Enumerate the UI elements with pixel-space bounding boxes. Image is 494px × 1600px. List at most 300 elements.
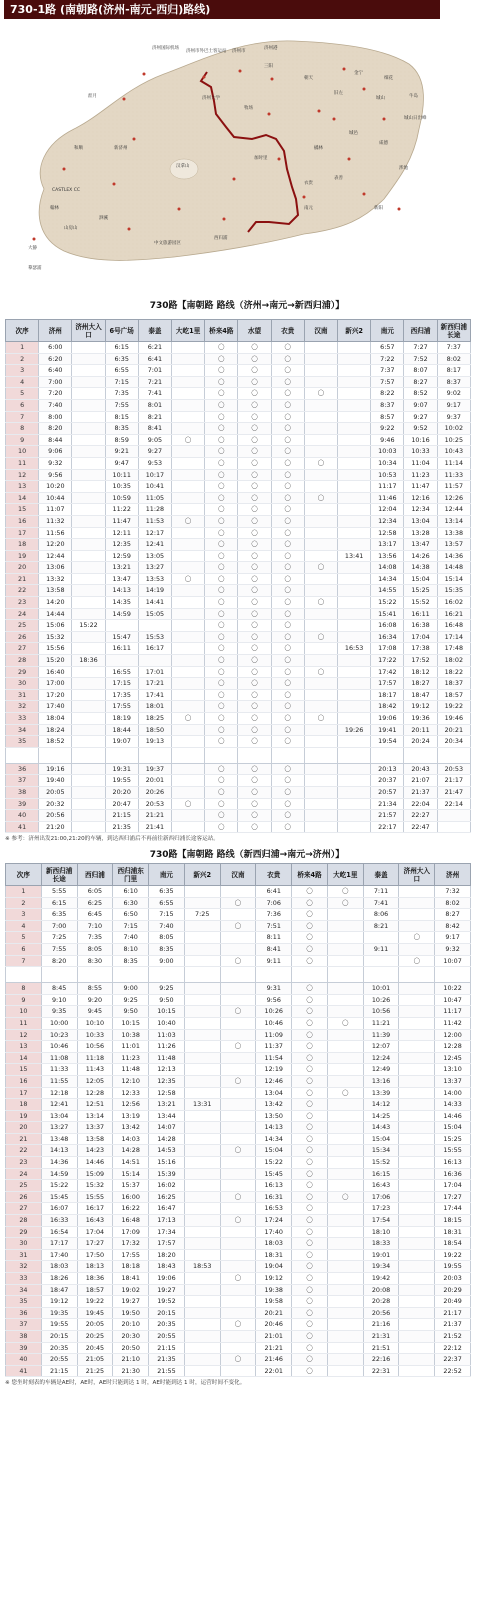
table-cell: 10:20 <box>39 481 72 493</box>
table-cell: 13:58 <box>39 585 72 597</box>
table-cell: 16:36 <box>435 1168 471 1180</box>
table-cell: 10:25 <box>437 434 470 446</box>
table-cell: 10:33 <box>77 1029 113 1041</box>
table-cell: 21:57 <box>371 810 404 822</box>
table-cell <box>304 504 337 516</box>
table-cell: 14:59 <box>105 608 138 620</box>
table-cell: 11:48 <box>113 1064 149 1076</box>
table-cell: 19 <box>6 550 39 562</box>
table-cell: 14:36 <box>437 550 470 562</box>
table-cell: 〇 <box>220 1145 256 1157</box>
table-cell: 11 <box>6 1017 42 1029</box>
table-row <box>6 1307 471 1319</box>
table-cell <box>220 1133 256 1145</box>
table-cell: 15:35 <box>437 585 470 597</box>
table-cell: 6:00 <box>39 342 72 354</box>
table1-title: 730路【南朝路 路线（济州→南元→新西归浦）】 <box>149 301 345 311</box>
table-cell <box>172 786 205 798</box>
table-cell: 20:35 <box>41 1342 77 1354</box>
table-cell <box>338 388 371 400</box>
table-cell <box>399 1052 435 1064</box>
table-cell <box>304 821 337 833</box>
table-cell: 13:21 <box>105 562 138 574</box>
table-cell: 〇 <box>238 573 271 585</box>
table-cell: 15:37 <box>113 1180 149 1192</box>
table-cell: 13:05 <box>138 550 171 562</box>
table-cell: 7:01 <box>138 365 171 377</box>
table-cell: 〇 <box>271 492 304 504</box>
table-cell <box>220 1052 256 1064</box>
table-cell <box>304 423 337 435</box>
table-cell: 8:21 <box>138 411 171 423</box>
table-cell: 〇 <box>292 1133 328 1145</box>
table-cell <box>184 886 220 898</box>
table-cell: 10:02 <box>437 423 470 435</box>
table-cell <box>72 469 105 481</box>
map-label: 旧左 <box>334 91 343 96</box>
table-cell: 19:55 <box>41 1319 77 1331</box>
table-cell: 〇 <box>292 1296 328 1308</box>
table-cell <box>399 1342 435 1354</box>
table-cell: 〇 <box>292 1203 328 1215</box>
table-cell: 17:40 <box>39 701 72 713</box>
table-cell: 9:00 <box>113 983 149 995</box>
table-row <box>6 1319 471 1331</box>
table-cell: 〇 <box>271 446 304 458</box>
table-cell: 〇 <box>292 983 328 995</box>
map-label: 西归浦 <box>214 236 228 241</box>
map-label: 新阳 <box>374 206 383 211</box>
table-cell <box>304 810 337 822</box>
table-cell: 8:35 <box>113 955 149 967</box>
table-cell <box>304 376 337 388</box>
table-cell <box>184 1354 220 1366</box>
table-cell: 19:01 <box>363 1249 399 1261</box>
table-cell <box>184 1330 220 1342</box>
table-cell: 10 <box>6 446 39 458</box>
table-cell: 6:35 <box>105 353 138 365</box>
table-cell: 〇 <box>205 365 238 377</box>
table-cell <box>338 411 371 423</box>
table-cell: 16:22 <box>113 1203 149 1215</box>
table-cell: 22:01 <box>256 1365 292 1377</box>
table-cell: 〇 <box>292 1191 328 1203</box>
table-cell: 13:58 <box>77 1133 113 1145</box>
table-row <box>6 655 471 667</box>
table-cell: 20:26 <box>138 786 171 798</box>
table-cell: 12:26 <box>437 492 470 504</box>
table-cell: 〇 <box>292 1354 328 1366</box>
table-cell: 〇 <box>292 1075 328 1087</box>
table-cell: 17:44 <box>435 1203 471 1215</box>
table-cell: 〇 <box>205 655 238 667</box>
table-cell <box>72 597 105 609</box>
table-cell: 31 <box>6 689 39 701</box>
table-cell: 16:21 <box>437 608 470 620</box>
table-cell <box>304 527 337 539</box>
table-cell <box>72 539 105 551</box>
table-cell: 19:12 <box>41 1296 77 1308</box>
table-cell <box>327 1075 363 1087</box>
table-cell <box>105 620 138 632</box>
table-cell: 15:05 <box>138 608 171 620</box>
map-label: 济州市外巴士客运站 <box>186 49 227 54</box>
table-cell: 7:25 <box>41 932 77 944</box>
table-cell <box>72 678 105 690</box>
table-cell <box>184 1191 220 1203</box>
table-cell: 9:00 <box>149 955 185 967</box>
table-cell: 20:15 <box>41 1330 77 1342</box>
table-row <box>6 342 471 354</box>
table-cell <box>338 573 371 585</box>
table-cell: 17:06 <box>363 1191 399 1203</box>
table-cell: 〇 <box>238 775 271 787</box>
table-row <box>6 955 471 967</box>
table-cell: 7:15 <box>105 376 138 388</box>
column-header: 大屹1里 <box>172 320 205 342</box>
table-cell <box>184 1087 220 1099</box>
table-cell: 21:05 <box>77 1354 113 1366</box>
table-cell: 16:47 <box>149 1203 185 1215</box>
table-cell: 11:22 <box>105 504 138 516</box>
table-cell: 18:44 <box>105 724 138 736</box>
table-cell: 19:55 <box>435 1261 471 1273</box>
table-cell: 12:28 <box>435 1041 471 1053</box>
table-cell: 〇 <box>205 736 238 748</box>
table-cell <box>338 376 371 388</box>
table-cell: 12:18 <box>41 1087 77 1099</box>
table-cell: 11:43 <box>77 1064 113 1076</box>
table-cell: 〇 <box>271 701 304 713</box>
table-cell <box>220 1029 256 1041</box>
table-cell: 9:50 <box>113 1006 149 1018</box>
table-cell <box>184 1180 220 1192</box>
table-cell: 〇 <box>292 920 328 932</box>
table-cell: 〇 <box>205 446 238 458</box>
table-cell: 21:31 <box>363 1330 399 1342</box>
table-cell <box>304 539 337 551</box>
table-cell <box>220 1226 256 1238</box>
table-cell: 18:36 <box>72 655 105 667</box>
table-cell: 14:12 <box>363 1099 399 1111</box>
table-cell <box>304 399 337 411</box>
table-cell: 20:43 <box>404 763 437 775</box>
table-cell: 13:47 <box>105 573 138 585</box>
table-cell: 〇 <box>271 457 304 469</box>
table-cell <box>327 994 363 1006</box>
table-cell: 6:30 <box>113 897 149 909</box>
table-cell <box>304 775 337 787</box>
table-cell: 19:06 <box>149 1273 185 1285</box>
table-row <box>6 1354 471 1366</box>
table-cell <box>327 1006 363 1018</box>
table-cell: 8:05 <box>77 943 113 955</box>
table-cell: 〇 <box>238 631 271 643</box>
map-label: 三阳 <box>264 64 273 69</box>
table-cell: 7:22 <box>371 353 404 365</box>
table-cell <box>327 1354 363 1366</box>
table-cell: 20:05 <box>77 1319 113 1331</box>
table-cell: 20:13 <box>371 763 404 775</box>
table-cell: 34 <box>6 1284 42 1296</box>
table-cell: 12:59 <box>105 550 138 562</box>
table-cell: 14:13 <box>105 585 138 597</box>
table-cell <box>184 1296 220 1308</box>
table-cell: 16:17 <box>138 643 171 655</box>
table-cell: 15 <box>6 1064 42 1076</box>
table-cell <box>172 527 205 539</box>
table-cell <box>172 763 205 775</box>
table-cell: 〇 <box>205 550 238 562</box>
table-cell <box>172 492 205 504</box>
table-cell: 〇 <box>238 457 271 469</box>
table-cell <box>338 504 371 516</box>
table-cell <box>327 1122 363 1134</box>
table-cell: 〇 <box>238 678 271 690</box>
table-cell <box>399 897 435 909</box>
table-cell: 9:50 <box>149 994 185 1006</box>
table-cell: 〇 <box>271 724 304 736</box>
table-cell <box>399 1075 435 1087</box>
table-cell: 12:46 <box>256 1075 292 1087</box>
table-cell <box>220 1110 256 1122</box>
table-cell: 〇 <box>220 1273 256 1285</box>
table-cell <box>338 775 371 787</box>
table-cell <box>327 1226 363 1238</box>
table-cell: 20:20 <box>105 786 138 798</box>
column-header: 6号广场 <box>105 320 138 342</box>
table-cell: 20:37 <box>371 775 404 787</box>
table-cell: 12:45 <box>435 1052 471 1064</box>
map-label: 城山 <box>376 96 385 101</box>
table-cell: 18:43 <box>149 1261 185 1273</box>
table-cell <box>220 886 256 898</box>
table-cell: 10:10 <box>77 1017 113 1029</box>
table-cell: 8:42 <box>435 920 471 932</box>
table-row <box>6 689 471 701</box>
table-cell: 10:44 <box>39 492 72 504</box>
table-cell <box>338 492 371 504</box>
table-cell: 19:12 <box>404 701 437 713</box>
table-cell: 22:12 <box>435 1342 471 1354</box>
table-cell: 15:14 <box>113 1168 149 1180</box>
table-cell: 17:27 <box>77 1238 113 1250</box>
table-cell: 17:52 <box>404 655 437 667</box>
timetable-to-seogwipo <box>5 319 471 833</box>
table-row <box>6 1330 471 1342</box>
column-header: 新兴2 <box>184 864 220 886</box>
table-cell: 21:46 <box>256 1354 292 1366</box>
table-cell <box>304 608 337 620</box>
map-label: 加时里 <box>254 156 268 161</box>
table-cell <box>72 342 105 354</box>
table-cell <box>304 342 337 354</box>
table-row <box>6 365 471 377</box>
table-cell: 22:31 <box>363 1365 399 1377</box>
table-cell: 19:27 <box>113 1296 149 1308</box>
table-cell: 14:07 <box>149 1122 185 1134</box>
table-cell <box>338 689 371 701</box>
table-cell: 14:53 <box>149 1145 185 1157</box>
table-cell: 14:13 <box>41 1145 77 1157</box>
table-cell <box>172 666 205 678</box>
table-cell: 32 <box>6 1261 42 1273</box>
table-cell: 〇 <box>271 689 304 701</box>
table-cell: 12 <box>6 1029 42 1041</box>
table-row <box>6 775 471 787</box>
table-cell: 7:10 <box>77 920 113 932</box>
table-cell: 〇 <box>238 620 271 632</box>
table-cell: 10:35 <box>105 481 138 493</box>
table-cell <box>327 943 363 955</box>
table-cell <box>172 365 205 377</box>
table-cell <box>399 909 435 921</box>
table-cell <box>184 1006 220 1018</box>
table-cell: 〇 <box>271 608 304 620</box>
table-cell: 21:17 <box>435 1307 471 1319</box>
table-cell: 9:20 <box>77 994 113 1006</box>
map-label: 山房山 <box>64 226 78 231</box>
table-cell: 〇 <box>205 585 238 597</box>
table-cell <box>220 1180 256 1192</box>
table-cell: 8:41 <box>256 943 292 955</box>
table-cell <box>399 1110 435 1122</box>
table-cell: 〇 <box>292 955 328 967</box>
table-cell: 11:23 <box>404 469 437 481</box>
table-cell: 16:11 <box>105 643 138 655</box>
table-cell: 18:17 <box>371 689 404 701</box>
table-cell <box>399 1017 435 1029</box>
table-cell: 21:35 <box>149 1354 185 1366</box>
table-row <box>6 1249 471 1261</box>
table-cell: 10:00 <box>41 1017 77 1029</box>
table-cell: 6:21 <box>138 342 171 354</box>
table-cell: 19:37 <box>138 763 171 775</box>
table-cell <box>304 620 337 632</box>
table-row <box>6 943 471 955</box>
table-cell <box>338 539 371 551</box>
table-cell: 40 <box>6 810 39 822</box>
table-row <box>6 1110 471 1122</box>
table-cell <box>184 1075 220 1087</box>
column-header: 西归浦东门里 <box>113 864 149 886</box>
table-cell: 7:35 <box>77 932 113 944</box>
table-cell <box>220 1064 256 1076</box>
table-cell <box>399 1041 435 1053</box>
table-cell <box>399 886 435 898</box>
table-cell: 〇 <box>238 713 271 725</box>
table-row <box>6 631 471 643</box>
table-cell: 14:34 <box>371 573 404 585</box>
table-cell: 7:55 <box>105 399 138 411</box>
table-cell: 18:22 <box>437 666 470 678</box>
table-cell <box>72 763 105 775</box>
table-cell <box>327 1273 363 1285</box>
table-cell: 21:20 <box>39 821 72 833</box>
table-row <box>6 713 471 725</box>
table-cell: 〇 <box>271 573 304 585</box>
table-cell: 8:30 <box>77 955 113 967</box>
table-cell: 〇 <box>220 920 256 932</box>
table-cell: 9:06 <box>39 446 72 458</box>
table-cell <box>172 481 205 493</box>
table-cell <box>220 994 256 1006</box>
table-cell <box>220 1365 256 1377</box>
table-row <box>6 1052 471 1064</box>
table-row <box>6 585 471 597</box>
table-cell <box>304 643 337 655</box>
table-cell: 22:16 <box>363 1354 399 1366</box>
table-cell <box>184 1041 220 1053</box>
table-cell: 14:44 <box>39 608 72 620</box>
table-cell: 12:41 <box>138 539 171 551</box>
table-cell: 15:06 <box>39 620 72 632</box>
table-cell: 7:27 <box>404 342 437 354</box>
table-cell: 15:22 <box>256 1157 292 1169</box>
map-label: 橘林 <box>314 146 323 151</box>
table-cell <box>399 1157 435 1169</box>
table-cell: 7:15 <box>149 909 185 921</box>
table-cell: 35 <box>6 1296 42 1308</box>
table-cell <box>338 620 371 632</box>
table-cell: 〇 <box>220 955 256 967</box>
table-cell: 〇 <box>238 724 271 736</box>
table-cell: 14:34 <box>256 1133 292 1145</box>
map-label: 细花 <box>384 76 393 81</box>
table-cell <box>72 585 105 597</box>
table-cell <box>399 1273 435 1285</box>
table-cell: 〇 <box>238 492 271 504</box>
table-cell: 24 <box>6 608 39 620</box>
table-cell <box>338 562 371 574</box>
table-row <box>6 399 471 411</box>
table-cell: 14:48 <box>437 562 470 574</box>
table-cell: 〇 <box>238 504 271 516</box>
table-cell: 19:31 <box>105 763 138 775</box>
table-cell: 8:37 <box>371 399 404 411</box>
table-cell: 〇 <box>205 504 238 516</box>
table-cell: 12:10 <box>113 1075 149 1087</box>
table-cell: 11 <box>6 457 39 469</box>
table-cell: 〇 <box>238 643 271 655</box>
table-row <box>6 1041 471 1053</box>
table-cell: 18:42 <box>371 701 404 713</box>
table-cell: 17:01 <box>138 666 171 678</box>
table-cell: 34 <box>6 724 39 736</box>
table-cell <box>399 1203 435 1215</box>
table-cell <box>399 1261 435 1273</box>
table-row <box>6 678 471 690</box>
table-cell: 〇 <box>292 1029 328 1041</box>
map-label: 金宁 <box>354 71 363 76</box>
table-cell: 18:26 <box>41 1273 77 1285</box>
map-label: CASTLEX CC <box>52 188 80 193</box>
table-cell <box>304 515 337 527</box>
table-cell: 15:47 <box>105 631 138 643</box>
table-cell: 15:04 <box>435 1122 471 1134</box>
table-row <box>6 1261 471 1273</box>
table-cell: 10:11 <box>105 469 138 481</box>
table-cell <box>399 943 435 955</box>
table-cell: 16:53 <box>338 643 371 655</box>
table-cell: 〇 <box>238 434 271 446</box>
table-cell: 9:56 <box>256 994 292 1006</box>
table-cell: 7:41 <box>138 388 171 400</box>
table-cell: 9:11 <box>363 943 399 955</box>
table-cell: 27 <box>6 643 39 655</box>
table-row <box>6 492 471 504</box>
table-cell <box>399 1215 435 1227</box>
